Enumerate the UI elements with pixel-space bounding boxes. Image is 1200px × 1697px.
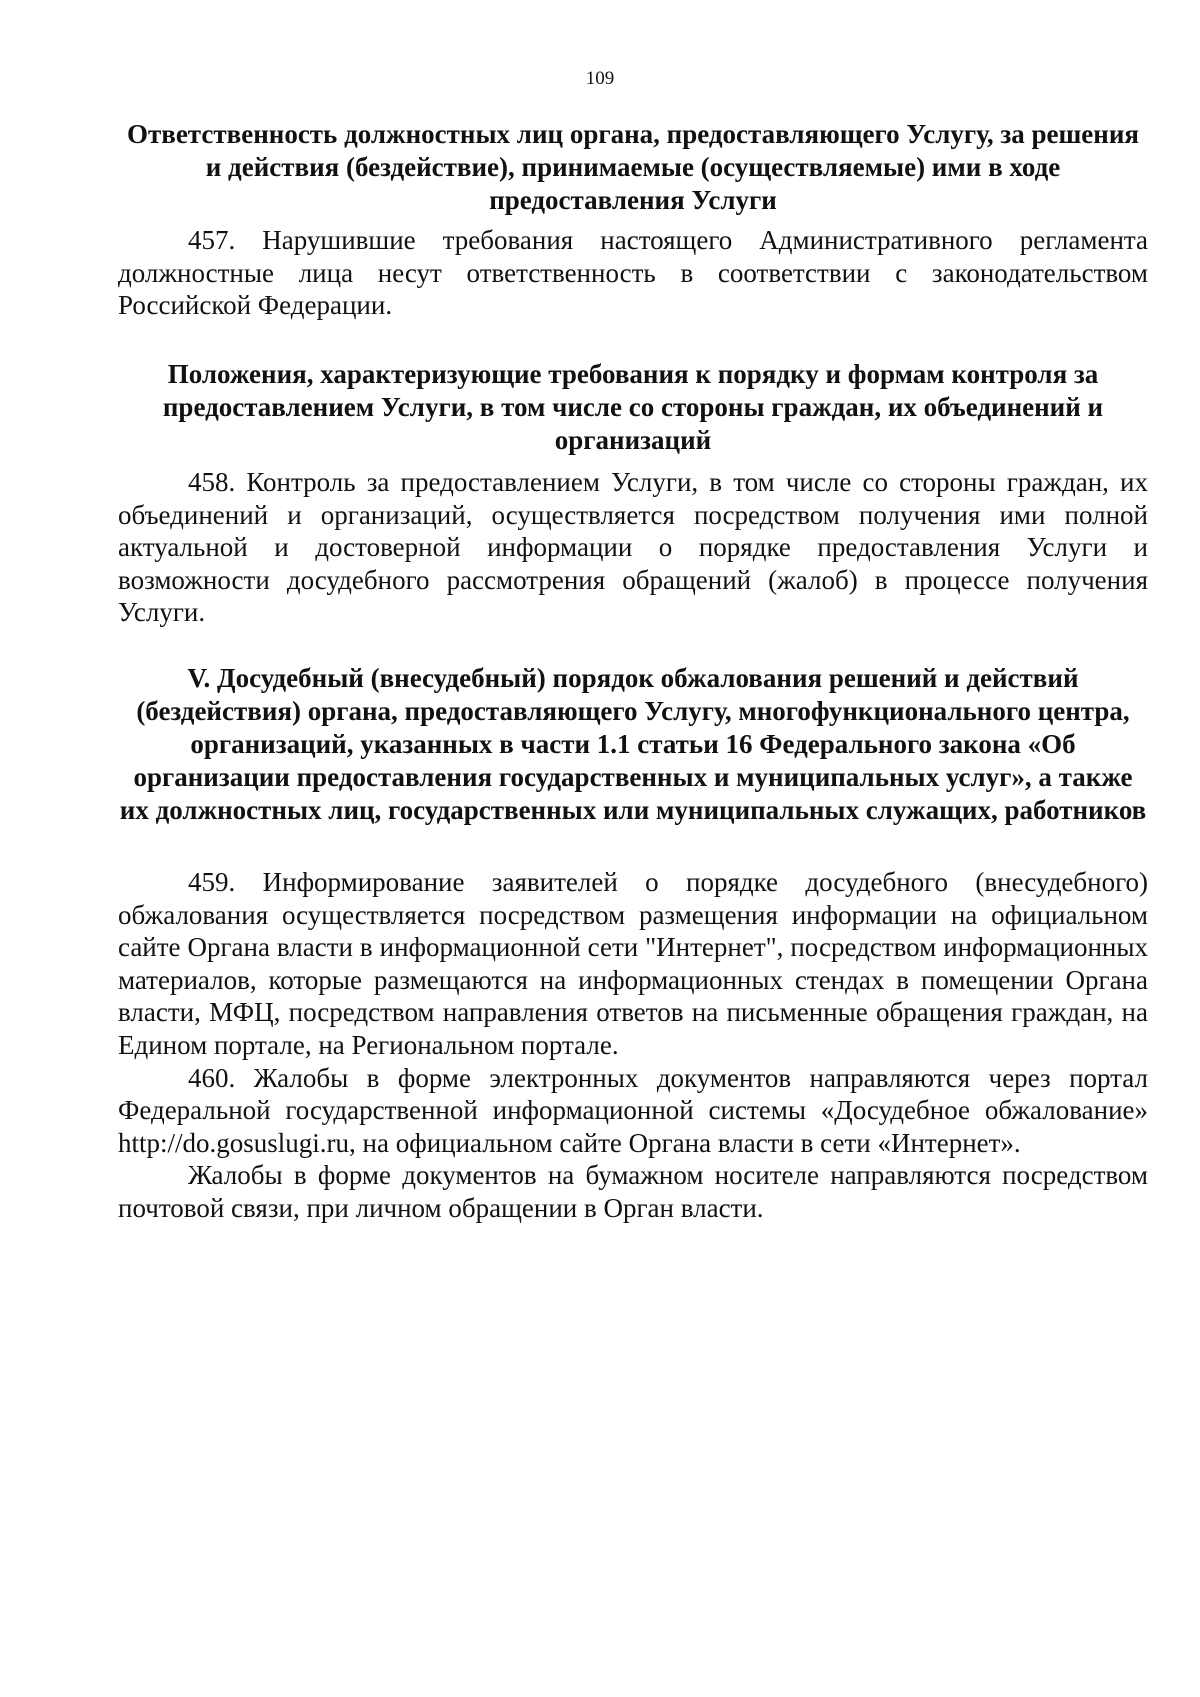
section-heading: Положения, характеризующие требования к порядку и формам контроля за предоставлением Услуги, в том числе со стороны граждан, их объединений и организаций — [162, 359, 1104, 455]
paragraph-457: 457. Нарушившие требования настоящего Административного регламента должностные лица несут ответственность в соответствии с законодательством Российской Федерации. — [118, 225, 1148, 321]
section-control — [118, 358, 1148, 457]
section-appeal-body — [118, 866, 1148, 1225]
paragraph-460: 460. Жалобы в форме электронных документов направляются через портал Федеральной государственной информационной системы «Досудебное обжалование» http://do.gosuslugi.ru, на официальном сайте Органа власти в сети «Интернет». — [118, 1062, 1148, 1158]
paragraph-paper-complaints: Жалобы в форме документов на бумажном носителе направляются посредством почтовой связи, при личном обращении в Орган власти. — [118, 1160, 1148, 1223]
section-heading: V. Досудебный (внесудебный) порядок обжалования решений и действий (бездействия) органа, предоставляющего Услугу, многофункционального центра, организаций, указанных в части 1.1 статьи 16 Федерального закона «Об организации предоставления государственных и муниципальных услуг», а также их должностных лиц, государственных или муниципальных служащих, работников — [119, 663, 1147, 825]
section-heading: Ответственность должностных лиц органа, предоставляющего Услугу, за решения и действия (бездействие), принимаемые (осуществляемые) ими в ходе предоставления Услуги — [126, 119, 1140, 215]
section-control-body — [118, 466, 1148, 629]
page-number: 109 — [585, 68, 615, 89]
paragraph-459: 459. Информирование заявителей о порядке досудебного (внесудебного) обжалования осуществляется посредством размещения информации на официальном сайте Органа власти в информационной сети "Интернет", посредством информационных материалов, которые размещаются на информационных стендах в помещении Органа власти, МФЦ, посредством направления ответов на письменные обращения граждан, на Едином портале, на Региональном портале. — [118, 867, 1148, 1060]
section-appeal — [118, 662, 1148, 827]
paragraph-458: 458. Контроль за предоставлением Услуги, в том числе со стороны граждан, их объединений и организаций, осуществляется посредством получения ими полной актуальной и достоверной информации о порядке предоставления Услуги и возможности досудебного рассмотрения обращений (жалоб) в процессе получения Услуги. — [118, 467, 1148, 628]
section-responsibility — [118, 118, 1148, 217]
section-responsibility-body — [118, 224, 1148, 322]
